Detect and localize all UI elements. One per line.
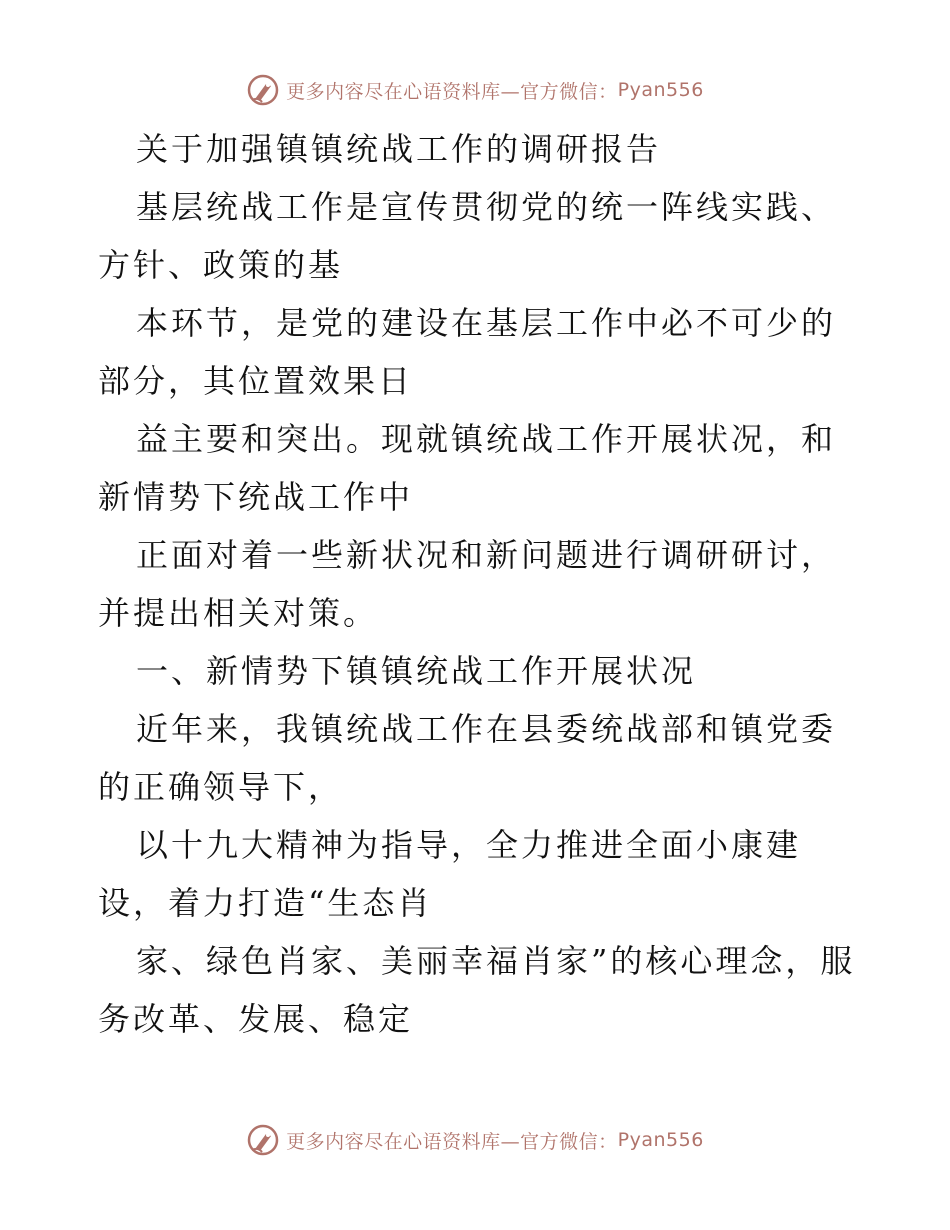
watermark-wechat-id: Pyan556 (617, 1129, 704, 1151)
paragraph: 家、绿色肖家、美丽幸福肖家”的核心理念，服务改革、发展、稳定 (98, 942, 856, 1038)
header-watermark (0, 70, 950, 110)
watermark-text: 更多内容尽在心语资料库—官方微信： (286, 1130, 618, 1153)
paragraph: 基层统战工作是宣传贯彻党的统一阵线实践、方针、政策的基 (98, 188, 837, 284)
document-body (98, 120, 858, 1048)
watermark-text: 更多内容尽在心语资料库—官方微信： (286, 80, 618, 103)
pen-nib-circle-icon (246, 1123, 280, 1157)
watermark-wechat-id: Pyan556 (617, 79, 704, 101)
pen-nib-circle-icon (246, 73, 280, 107)
document-title: 关于加强镇镇统战工作的调研报告 (136, 130, 662, 168)
paragraph: 正面对着一些新状况和新问题进行调研研讨，并提出相关对策。 (98, 536, 837, 632)
section-heading: 一、新情势下镇镇统战工作开展状况 (136, 652, 697, 690)
footer-watermark (0, 1120, 950, 1160)
paragraph: 近年来，我镇统战工作在县委统战部和镇党委的正确领导下， (98, 710, 837, 806)
paragraph: 以十九大精神为指导，全力推进全面小康建设，着力打造“生态肖 (98, 826, 802, 922)
paragraph: 本环节，是党的建设在基层工作中必不可少的部分，其位置效果日 (98, 304, 837, 400)
paragraph: 益主要和突出。现就镇统战工作开展状况，和新情势下统战工作中 (98, 420, 837, 516)
